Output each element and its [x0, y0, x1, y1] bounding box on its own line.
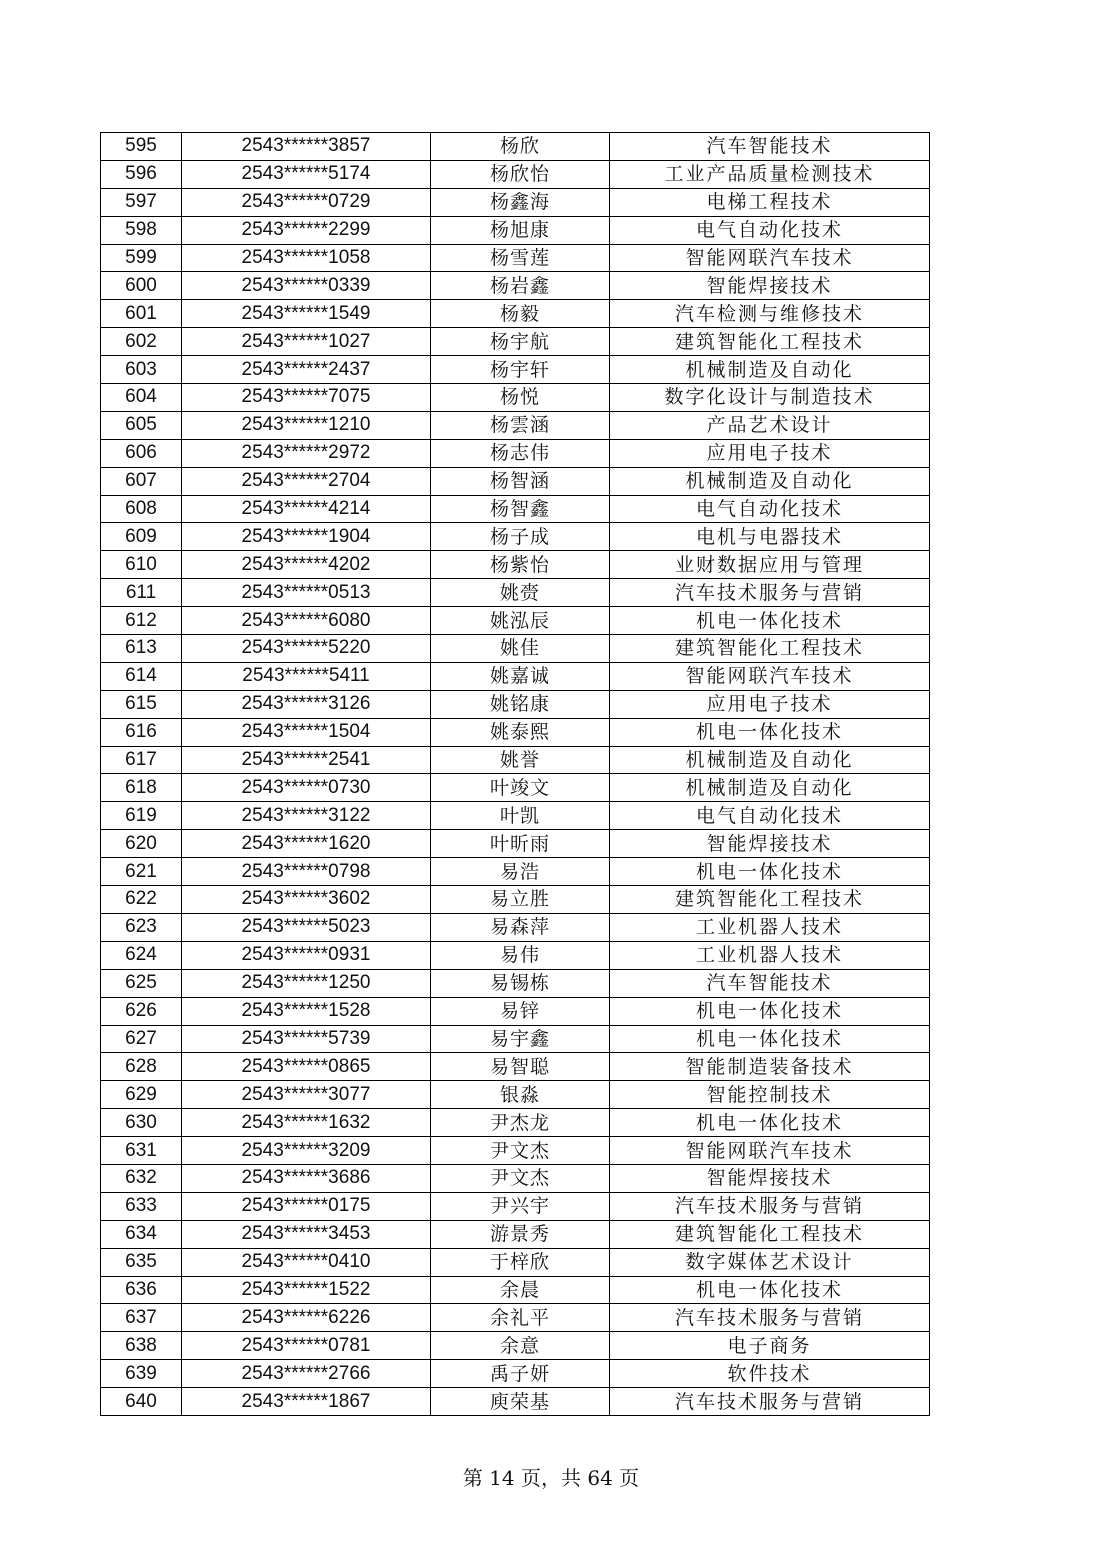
student-name: 杨旭康 — [431, 216, 610, 244]
table-row — [101, 579, 930, 607]
row-number: 624 — [101, 941, 182, 969]
student-name: 易浩 — [431, 858, 610, 886]
id-number: 2543******3077 — [182, 1081, 431, 1109]
table-row — [101, 997, 930, 1025]
row-number: 616 — [101, 718, 182, 746]
row-number: 625 — [101, 969, 182, 997]
major-name: 机电一体化技术 — [610, 1025, 930, 1053]
major-name: 机电一体化技术 — [610, 997, 930, 1025]
row-number: 615 — [101, 690, 182, 718]
major-name: 机电一体化技术 — [610, 607, 930, 635]
id-number: 2543******1504 — [182, 718, 431, 746]
student-name: 余礼平 — [431, 1304, 610, 1332]
id-number: 2543******0410 — [182, 1248, 431, 1276]
major-name: 产品艺术设计 — [610, 411, 930, 439]
student-name: 庾荣基 — [431, 1388, 610, 1416]
major-name: 软件技术 — [610, 1360, 930, 1388]
row-number: 636 — [101, 1276, 182, 1304]
table-row — [101, 160, 930, 188]
id-number: 2543******0781 — [182, 1332, 431, 1360]
id-number: 2543******5739 — [182, 1025, 431, 1053]
table-row — [101, 328, 930, 356]
table-row — [101, 802, 930, 830]
table-row — [101, 272, 930, 300]
id-number: 2543******3209 — [182, 1137, 431, 1165]
student-name: 姚铭康 — [431, 690, 610, 718]
id-number: 2543******0339 — [182, 272, 431, 300]
table-row — [101, 244, 930, 272]
table-row — [101, 941, 930, 969]
id-number: 2543******3602 — [182, 886, 431, 914]
major-name: 机械制造及自动化 — [610, 467, 930, 495]
id-number: 2543******5220 — [182, 635, 431, 663]
id-number: 2543******0798 — [182, 858, 431, 886]
id-number: 2543******1250 — [182, 969, 431, 997]
row-number: 627 — [101, 1025, 182, 1053]
student-name: 杨欣怡 — [431, 160, 610, 188]
id-number: 2543******1632 — [182, 1109, 431, 1137]
table-row — [101, 774, 930, 802]
major-name: 机械制造及自动化 — [610, 774, 930, 802]
major-name: 汽车技术服务与营销 — [610, 1388, 930, 1416]
id-number: 2543******2437 — [182, 356, 431, 384]
major-name: 智能控制技术 — [610, 1081, 930, 1109]
row-number: 634 — [101, 1220, 182, 1248]
student-name: 银淼 — [431, 1081, 610, 1109]
table-row — [101, 439, 930, 467]
row-number: 602 — [101, 328, 182, 356]
student-name: 叶竣文 — [431, 774, 610, 802]
id-number: 2543******0931 — [182, 941, 431, 969]
row-number: 598 — [101, 216, 182, 244]
row-number: 620 — [101, 830, 182, 858]
row-number: 623 — [101, 913, 182, 941]
id-number: 2543******0175 — [182, 1192, 431, 1220]
row-number: 607 — [101, 467, 182, 495]
id-number: 2543******5174 — [182, 160, 431, 188]
major-name: 机电一体化技术 — [610, 858, 930, 886]
student-name: 杨岩鑫 — [431, 272, 610, 300]
id-number: 2543******2541 — [182, 746, 431, 774]
row-number: 633 — [101, 1192, 182, 1220]
id-number: 2543******2704 — [182, 467, 431, 495]
id-number: 2543******3686 — [182, 1164, 431, 1192]
id-number: 2543******5023 — [182, 913, 431, 941]
table-row — [101, 830, 930, 858]
major-name: 工业机器人技术 — [610, 913, 930, 941]
table-row — [101, 1025, 930, 1053]
table-row — [101, 1248, 930, 1276]
major-name: 数字媒体艺术设计 — [610, 1248, 930, 1276]
major-name: 机电一体化技术 — [610, 1109, 930, 1137]
row-number: 606 — [101, 439, 182, 467]
id-number: 2543******2299 — [182, 216, 431, 244]
id-number: 2543******4202 — [182, 551, 431, 579]
id-number: 2543******1210 — [182, 411, 431, 439]
row-number: 617 — [101, 746, 182, 774]
major-name: 建筑智能化工程技术 — [610, 886, 930, 914]
student-name: 易森萍 — [431, 913, 610, 941]
table-row — [101, 746, 930, 774]
row-number: 610 — [101, 551, 182, 579]
table-row — [101, 1081, 930, 1109]
major-name: 电机与电器技术 — [610, 523, 930, 551]
student-name: 姚誉 — [431, 746, 610, 774]
major-name: 工业机器人技术 — [610, 941, 930, 969]
id-number: 2543******1549 — [182, 300, 431, 328]
table-row — [101, 1109, 930, 1137]
major-name: 汽车检测与维修技术 — [610, 300, 930, 328]
major-name: 电子商务 — [610, 1332, 930, 1360]
id-number: 2543******5411 — [182, 662, 431, 690]
table-row — [101, 467, 930, 495]
table-row — [101, 1332, 930, 1360]
student-name: 余晨 — [431, 1276, 610, 1304]
row-number: 638 — [101, 1332, 182, 1360]
table-row — [101, 1220, 930, 1248]
roster-table-body — [101, 133, 930, 1416]
student-name: 杨悦 — [431, 384, 610, 412]
row-number: 631 — [101, 1137, 182, 1165]
major-name: 智能网联汽车技术 — [610, 244, 930, 272]
table-row — [101, 886, 930, 914]
student-name: 尹杰龙 — [431, 1109, 610, 1137]
major-name: 智能制造装备技术 — [610, 1053, 930, 1081]
row-number: 597 — [101, 188, 182, 216]
row-number: 622 — [101, 886, 182, 914]
student-name: 杨雲涵 — [431, 411, 610, 439]
table-row — [101, 1388, 930, 1416]
id-number: 2543******1867 — [182, 1388, 431, 1416]
table-row — [101, 1276, 930, 1304]
id-number: 2543******3453 — [182, 1220, 431, 1248]
student-name: 杨鑫海 — [431, 188, 610, 216]
id-number: 2543******0513 — [182, 579, 431, 607]
student-name: 杨志伟 — [431, 439, 610, 467]
id-number: 2543******6226 — [182, 1304, 431, 1332]
table-row — [101, 356, 930, 384]
student-name: 姚嘉诚 — [431, 662, 610, 690]
row-number: 621 — [101, 858, 182, 886]
page-footer: 第 14 页，共 64 页 — [462, 1466, 640, 1490]
id-number: 2543******1528 — [182, 997, 431, 1025]
row-number: 630 — [101, 1109, 182, 1137]
major-name: 智能网联汽车技术 — [610, 1137, 930, 1165]
table-row — [101, 523, 930, 551]
table-row — [101, 411, 930, 439]
major-name: 机电一体化技术 — [610, 1276, 930, 1304]
major-name: 应用电子技术 — [610, 690, 930, 718]
student-name: 姚泰熙 — [431, 718, 610, 746]
id-number: 2543******3122 — [182, 802, 431, 830]
row-number: 605 — [101, 411, 182, 439]
table-row — [101, 1137, 930, 1165]
row-number: 637 — [101, 1304, 182, 1332]
major-name: 电气自动化技术 — [610, 802, 930, 830]
major-name: 汽车智能技术 — [610, 133, 930, 161]
student-name: 姚赍 — [431, 579, 610, 607]
row-number: 635 — [101, 1248, 182, 1276]
id-number: 2543******7075 — [182, 384, 431, 412]
table-row — [101, 1192, 930, 1220]
student-name: 杨子成 — [431, 523, 610, 551]
id-number: 2543******1904 — [182, 523, 431, 551]
table-row — [101, 913, 930, 941]
table-row — [101, 1164, 930, 1192]
table-row — [101, 188, 930, 216]
table-row — [101, 216, 930, 244]
major-name: 工业产品质量检测技术 — [610, 160, 930, 188]
row-number: 604 — [101, 384, 182, 412]
row-number: 599 — [101, 244, 182, 272]
id-number: 2543******0730 — [182, 774, 431, 802]
student-name: 杨紫怡 — [431, 551, 610, 579]
row-number: 609 — [101, 523, 182, 551]
table-row — [101, 1360, 930, 1388]
student-name: 叶昕雨 — [431, 830, 610, 858]
student-name: 姚佳 — [431, 635, 610, 663]
major-name: 汽车技术服务与营销 — [610, 1304, 930, 1332]
table-row — [101, 384, 930, 412]
major-name: 汽车技术服务与营销 — [610, 579, 930, 607]
table-row — [101, 133, 930, 161]
student-name: 易宇鑫 — [431, 1025, 610, 1053]
id-number: 2543******1058 — [182, 244, 431, 272]
row-number: 612 — [101, 607, 182, 635]
id-number: 2543******0729 — [182, 188, 431, 216]
id-number: 2543******1027 — [182, 328, 431, 356]
major-name: 汽车技术服务与营销 — [610, 1192, 930, 1220]
student-name: 易锡栋 — [431, 969, 610, 997]
student-name: 杨欣 — [431, 133, 610, 161]
major-name: 数字化设计与制造技术 — [610, 384, 930, 412]
major-name: 应用电子技术 — [610, 439, 930, 467]
major-name: 电气自动化技术 — [610, 495, 930, 523]
row-number: 603 — [101, 356, 182, 384]
table-row — [101, 690, 930, 718]
student-name: 于梓欣 — [431, 1248, 610, 1276]
student-name: 易智聪 — [431, 1053, 610, 1081]
major-name: 智能焊接技术 — [610, 830, 930, 858]
student-name: 尹文杰 — [431, 1164, 610, 1192]
roster-table — [100, 132, 930, 1416]
major-name: 智能焊接技术 — [610, 272, 930, 300]
row-number: 619 — [101, 802, 182, 830]
student-name: 杨宇航 — [431, 328, 610, 356]
id-number: 2543******0865 — [182, 1053, 431, 1081]
student-name: 易锌 — [431, 997, 610, 1025]
student-name: 游景秀 — [431, 1220, 610, 1248]
row-number: 632 — [101, 1164, 182, 1192]
id-number: 2543******4214 — [182, 495, 431, 523]
major-name: 电气自动化技术 — [610, 216, 930, 244]
student-name: 杨智涵 — [431, 467, 610, 495]
table-row — [101, 300, 930, 328]
row-number: 608 — [101, 495, 182, 523]
table-row — [101, 495, 930, 523]
table-row — [101, 1053, 930, 1081]
student-name: 尹文杰 — [431, 1137, 610, 1165]
row-number: 614 — [101, 662, 182, 690]
student-name: 尹兴宇 — [431, 1192, 610, 1220]
row-number: 600 — [101, 272, 182, 300]
row-number: 611 — [101, 579, 182, 607]
student-name: 杨毅 — [431, 300, 610, 328]
student-name: 余意 — [431, 1332, 610, 1360]
table-row — [101, 858, 930, 886]
table-row — [101, 718, 930, 746]
id-number: 2543******2766 — [182, 1360, 431, 1388]
row-number: 596 — [101, 160, 182, 188]
major-name: 机械制造及自动化 — [610, 356, 930, 384]
table-row — [101, 607, 930, 635]
major-name: 业财数据应用与管理 — [610, 551, 930, 579]
id-number: 2543******6080 — [182, 607, 431, 635]
student-name: 杨智鑫 — [431, 495, 610, 523]
row-number: 601 — [101, 300, 182, 328]
major-name: 建筑智能化工程技术 — [610, 635, 930, 663]
id-number: 2543******2972 — [182, 439, 431, 467]
major-name: 汽车智能技术 — [610, 969, 930, 997]
major-name: 建筑智能化工程技术 — [610, 328, 930, 356]
major-name: 机电一体化技术 — [610, 718, 930, 746]
major-name: 机械制造及自动化 — [610, 746, 930, 774]
row-number: 626 — [101, 997, 182, 1025]
student-name: 杨雪莲 — [431, 244, 610, 272]
table-row — [101, 1304, 930, 1332]
table-row — [101, 635, 930, 663]
id-number: 2543******3126 — [182, 690, 431, 718]
row-number: 595 — [101, 133, 182, 161]
row-number: 640 — [101, 1388, 182, 1416]
row-number: 628 — [101, 1053, 182, 1081]
row-number: 639 — [101, 1360, 182, 1388]
id-number: 2543******3857 — [182, 133, 431, 161]
id-number: 2543******1620 — [182, 830, 431, 858]
row-number: 613 — [101, 635, 182, 663]
student-name: 姚泓辰 — [431, 607, 610, 635]
table-row — [101, 551, 930, 579]
major-name: 电梯工程技术 — [610, 188, 930, 216]
row-number: 618 — [101, 774, 182, 802]
student-name: 杨宇轩 — [431, 356, 610, 384]
major-name: 智能网联汽车技术 — [610, 662, 930, 690]
table-row — [101, 662, 930, 690]
id-number: 2543******1522 — [182, 1276, 431, 1304]
student-name: 禹子妍 — [431, 1360, 610, 1388]
major-name: 智能焊接技术 — [610, 1164, 930, 1192]
table-row — [101, 969, 930, 997]
student-name: 叶凯 — [431, 802, 610, 830]
student-name: 易伟 — [431, 941, 610, 969]
row-number: 629 — [101, 1081, 182, 1109]
major-name: 建筑智能化工程技术 — [610, 1220, 930, 1248]
student-name: 易立胜 — [431, 886, 610, 914]
